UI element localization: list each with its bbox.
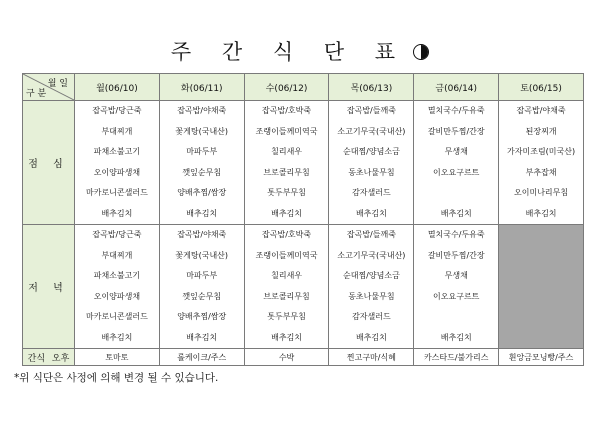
dinner-cell (329, 225, 414, 349)
menu-item: 잡곡밥/야채죽 (177, 230, 227, 239)
menu-item: 이오요구르트 (433, 167, 480, 177)
menu-item: 배추김치 (355, 208, 387, 218)
lunch-row (23, 101, 584, 225)
menu-item: 감자샐러드 (352, 188, 391, 197)
menu-item: 깻잎순무침 (182, 291, 222, 301)
menu-item: 소고기무국(국내산) (337, 250, 406, 260)
menu-item: 갈비만두찜/간장 (427, 250, 485, 260)
menu-item: 부대찌개 (101, 126, 133, 136)
menu-item: 파채소불고기 (93, 147, 141, 156)
menu-item: 배추김치 (101, 208, 133, 218)
lunch-cell (75, 101, 160, 225)
menu-item: 잡곡밥/호박죽 (262, 230, 312, 239)
lunch-cell (159, 101, 244, 225)
dinner-label: 저 녁 (23, 225, 75, 349)
corner-date-label: 월 일 (47, 79, 68, 89)
menu-item: 감자샐러드 (352, 312, 391, 321)
dinner-cell (75, 225, 160, 349)
dinner-cell (159, 225, 244, 349)
menu-item: 브로콜리무침 (263, 167, 310, 177)
menu-item: 톳두부무침 (267, 312, 306, 321)
header-row (23, 74, 584, 101)
notice-text: *위 식단은 사정에 의해 변경 될 수 있습니다. (14, 372, 219, 384)
lunch-cell (414, 101, 499, 225)
menu-item: 배추김치 (440, 332, 472, 342)
day-header: 월(06/10) (75, 74, 160, 101)
menu-item: 동초나물무침 (348, 167, 395, 177)
menu-item: 멸치국수/두유죽 (427, 230, 485, 239)
snack-label: 간식 오후 (23, 349, 75, 366)
menu-item: 배추김치 (271, 332, 303, 342)
dinner-row (23, 225, 584, 349)
day-header: 금(06/14) (414, 74, 499, 101)
menu-item: 부추잡채 (525, 167, 557, 177)
menu-item: 된장찌개 (525, 126, 557, 136)
menu-item: 마카로니콘샐러드 (86, 188, 148, 197)
menu-item: 오이양파생채 (93, 291, 141, 301)
menu-item: 동초나물무침 (348, 291, 395, 301)
day-header: 화(06/11) (159, 74, 244, 101)
menu-item: 양배추찜/쌈장 (177, 312, 227, 321)
menu-item: 조랭이들께미역국 (255, 126, 318, 136)
lunch-cell (499, 101, 584, 225)
dinner-cell (244, 225, 329, 349)
menu-item: 잡곡밥/들깨죽 (346, 230, 396, 239)
lunch-cell (244, 101, 329, 225)
menu-item: 칠리새우 (271, 147, 303, 156)
menu-item (414, 307, 498, 328)
menu-item: 오이양파생채 (93, 167, 141, 177)
half-moon-icon (413, 44, 429, 60)
menu-item: 소고기무국(국내산) (337, 126, 406, 136)
snack-row (23, 349, 584, 366)
menu-item: 마카로니콘샐러드 (86, 312, 148, 321)
page-title: 주 간 식 단 표 (0, 36, 600, 66)
menu-item: 잡곡밥/당근죽 (92, 106, 142, 115)
menu-item: 잡곡밥/야채죽 (516, 106, 566, 115)
menu-item: 양배추찜/쌈장 (177, 188, 227, 197)
day-header: 수(06/12) (244, 74, 329, 101)
snack-cell: 카스타드/불가리스 (414, 349, 499, 366)
menu-item (414, 183, 498, 204)
menu-item: 배추김치 (186, 208, 218, 218)
lunch-cell (329, 101, 414, 225)
dinner-blank-cell (499, 225, 584, 349)
menu-item: 조랭이들께미역국 (255, 250, 318, 260)
menu-item: 브로콜리무침 (263, 291, 310, 301)
snack-cell: 수박 (244, 349, 329, 366)
menu-item: 멸치국수/두유죽 (427, 106, 485, 115)
menu-item: 꽃게탕(국내산) (175, 250, 229, 260)
corner-category-label: 구 분 (26, 89, 47, 99)
menu-item: 잡곡밥/야채죽 (177, 106, 227, 115)
menu-item: 가자미조림(미국산) (507, 147, 576, 156)
menu-item: 깻잎순무침 (182, 167, 222, 177)
menu-item: 순대찜/양념소금 (343, 147, 400, 156)
menu-item: 배추김치 (440, 208, 472, 218)
menu-item: 무생채 (444, 147, 468, 156)
menu-item: 칠리새우 (271, 271, 303, 280)
menu-item: 톳두부무침 (267, 188, 306, 197)
menu-item: 오이미나리무침 (514, 188, 569, 197)
snack-cell: 찐고구마/식혜 (329, 349, 414, 366)
menu-item: 배추김치 (186, 332, 218, 342)
menu-item: 마파두부 (186, 271, 218, 280)
lunch-label: 점 심 (23, 101, 75, 225)
menu-item: 잡곡밥/호박죽 (262, 106, 312, 115)
snack-cell: 토마토 (75, 349, 160, 366)
corner-cell (23, 74, 75, 101)
menu-item: 배추김치 (525, 208, 557, 218)
dinner-cell (414, 225, 499, 349)
menu-item: 이오요구르트 (433, 291, 480, 301)
menu-item: 갈비만두찜/간장 (427, 126, 485, 136)
menu-item: 잡곡밥/당근죽 (92, 230, 142, 239)
menu-item: 파채소불고기 (93, 271, 141, 280)
menu-item: 배추김치 (271, 208, 303, 218)
menu-item: 배추김치 (101, 332, 133, 342)
menu-item: 순대찜/양념소금 (343, 271, 400, 280)
menu-item: 꽃게탕(국내산) (175, 126, 229, 136)
menu-item: 마파두부 (186, 147, 218, 156)
day-header: 토(06/15) (499, 74, 584, 101)
menu-item: 부대찌개 (101, 250, 133, 260)
snack-cell: 롤케이크/주스 (159, 349, 244, 366)
snack-cell: 흰앙금모닝빵/주스 (499, 349, 584, 366)
menu-item: 무생채 (444, 271, 468, 280)
menu-item: 잡곡밥/들깨죽 (346, 106, 396, 115)
menu-item: 배추김치 (355, 332, 387, 342)
day-header: 목(06/13) (329, 74, 414, 101)
weekly-menu-table (22, 73, 584, 366)
